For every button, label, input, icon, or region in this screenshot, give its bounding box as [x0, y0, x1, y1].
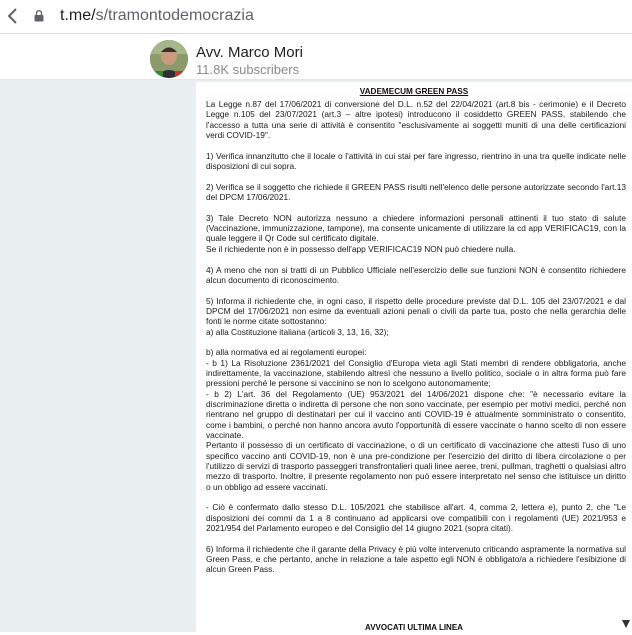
document-image[interactable] — [196, 82, 632, 632]
url-path: s/tramontodemocrazia — [95, 7, 254, 24]
document-paragraph: b) alla normativa ed ai regolamenti europei: - b 1) La Risoluzione 2361/2021 del Consiglio d'Europa vieta agli Stati membri di rendere obbligatoria, anche indirettamente, la vaccinazione, stabilendo altresì che nessuno a livello politico, sociale o in altra forma può fare pressioni perché le persone si vaccinino se non lo scelgono autonomamente; - b 2) L'art. 36 del Regolamento (UE) 953/2021 del 14/06/2021 dispone che: "è necessario evitare la discriminazione diretta o indiretta di persone che non sono vaccinate, per esempio per motivi medici, perché non rientrano nel gruppo di destinatari per cui il vaccino anti COVID-19 è attualmente somministrato o consentito, come i bambini, o perché non hanno ancora avuto l'opportunità di essere vaccinate o hanno scelto di non essere vaccinate. Pertanto il possesso di un certificato di vaccinazione, o di un certificato di vaccinazione che attesti l'uso di uno specifico vaccino anti COVID-19, non è una pre-condizione per l'esercizio del diritto di libera circolazione o per l'utilizzo di servizi di trasporto passeggeri transfrontalieri quali linee aeree, treni, pullman, traghetti o qualsiasi altro mezzo di trasporto. Inoltre, il presente regolamento non può essere interpretato nel senso che istituisce un diritto o un obbligo ad essere vaccinati. — [206, 347, 626, 492]
subscriber-count: 11.8K subscribers — [196, 62, 300, 77]
document-paragraph: 2) Verifica se il soggetto che richiede il GREEN PASS risulti nell'elenco delle persone autorizzate secondo l'art.13 del DPCM 17/06/2021. — [206, 181, 626, 203]
url-field[interactable] — [60, 7, 254, 25]
document-paragraph: 3) Tale Decreto NON autorizza nessuno a chiedere informazioni personali attinenti il tuo stato di salute (Vaccinazione, immunizzazione, tampone), ma consente unicamente di utilizzare la cd app VERIFICAC19, con la quale leggere il Qr Code sul certificato digitale. Se il richiedente non è in possesso dell'app VERIFICAC19 NON può chiedere nulla. — [206, 212, 626, 254]
document-paragraph: 4) A meno che non si tratti di un Pubblico Ufficiale nell'esercizio delle sue funzioni NON è consentito richiedere alcun documento di riconoscimento. — [206, 264, 626, 285]
document-paragraph: La Legge n.87 del 17/06/2021 di conversione del D.L. n.52 del 22/04/2021 (art.8 bis - cerimonie) e il Decreto Legge n.105 del 23/07/2021 (art.3 – altre ipotesi) introducono il cosiddetto GREEN PASS, stabilendo che l'accesso a tutta una serie di attività è consentito "esclusivamente ai soggetti muniti di una delle certificazioni verdi COVID-19". — [206, 99, 626, 141]
document-title: VADEMECUM GREEN PASS — [359, 87, 469, 96]
arrow-left-icon[interactable] — [4, 6, 22, 26]
scroll-down-icon[interactable] — [622, 612, 630, 630]
document-footer: AVVOCATI ULTIMA LINEA — [365, 623, 463, 632]
document-paragraph: 5) Informa il richiedente che, in ogni caso, il rispetto delle procedure previste dal D.L. 105 del 23/07/2021 e dal DPCM del 17/06/2021 non esime da eventuali azioni penali o civili da parte tua, posto che nella gerarchia delle fonti le norme citate sottostanno: a) alla Costituzione italiana (articoli 3, 13, 16, 32); — [206, 295, 626, 337]
document-body — [206, 99, 626, 585]
lock-icon[interactable] — [34, 9, 44, 21]
browser-address-bar — [0, 0, 632, 34]
url-host: t.me/ — [60, 7, 96, 24]
document-paragraph: 1) Verifica innanzitutto che il locale o l'attività in cui stai per fare ingresso, rientrino in una tra quelle indicate nelle disposizioni di cui sopra. — [206, 150, 626, 172]
channel-avatar[interactable] — [150, 40, 188, 78]
channel-header — [0, 34, 632, 80]
channel-name[interactable]: Avv. Marco Mori — [196, 44, 303, 61]
document-paragraph: - Ciò è confermato dallo stesso D.L. 105/2021 che stabilisce all'art. 4, comma 2, lettera e), punto 2, che "Le disposizioni dei commi da 1 a 8 continuano ad applicarsi ove compatibili con i regolamenti (UE) 2021/953 e 2021/954 del Parlamento europeo e del Consiglio del 14 giugno 2021 (sopra citati). — [206, 502, 626, 534]
document-paragraph: 6) Informa il richiedente che il garante della Privacy è più volte intervenuto criticando aspramente la normativa sul Green Pass, e che pertanto, anche in relazione a tale aspetto egli NON è obbligato/a a richiedere l'esibizione di alcun Green Pass. — [206, 543, 626, 575]
